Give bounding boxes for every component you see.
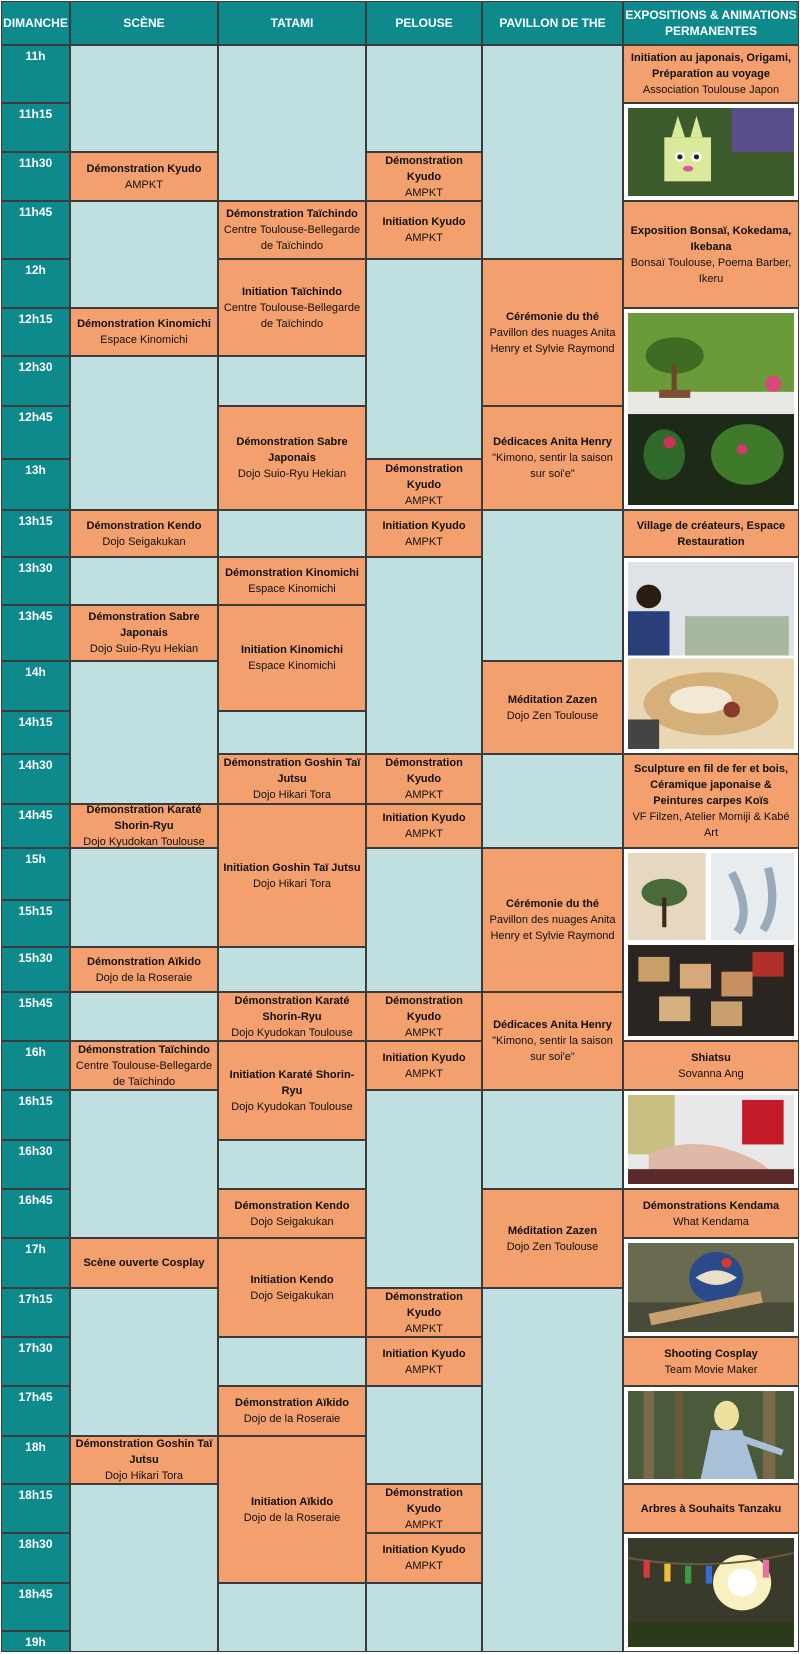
event-organizer: Pavillon des nuages Anita Henry et Sylvie Raymond [489,914,616,942]
empty-slot [366,1386,482,1484]
empty-slot [70,201,218,308]
pavillon-event [482,848,623,992]
scene-event [70,1041,218,1090]
header-day: DIMANCHE [1,1,70,45]
header-tatami: TATAMI [218,1,366,45]
tatami-event [218,406,366,510]
expo-event [623,1041,799,1090]
event-title: Démonstration Taïchindo [226,208,358,220]
time-label: 17h45 [1,1386,70,1436]
time-label: 15h15 [1,900,70,947]
event-title: Initiation au japonais, Origami, Préparation au voyage [630,52,792,80]
time-label: 13h30 [1,557,70,605]
pelouse-event [366,152,482,201]
pelouse-event [366,1041,482,1090]
tatami-event [218,1189,366,1238]
time-label: 12h30 [1,356,70,406]
empty-slot [482,754,623,848]
time-label: 15h45 [1,992,70,1041]
scene-event [70,308,218,356]
time-label: 17h [1,1238,70,1288]
event-organizer: AMPKT [405,1560,443,1572]
expo-event [623,510,799,557]
empty-slot [70,1090,218,1238]
event-title: Démonstration Aïkido [87,955,201,968]
scene-event [70,804,218,848]
event-title: Démonstration Taïchindo [78,1043,210,1056]
empty-slot [70,45,218,152]
time-label: 16h [1,1041,70,1090]
event-title: Démonstrations Kendama [642,1199,780,1212]
event-title: Démonstration Aïkido [235,1397,349,1409]
event-title: Démonstration Kyudo [385,154,463,183]
pelouse-event [366,1288,482,1337]
event-title: Shiatsu [691,1051,731,1064]
event-title: Initiation Taïchindo [241,285,342,298]
tatami-event [218,1436,366,1583]
event-title: Cérémonie du thé [506,310,599,323]
pavillon-event [482,661,623,754]
time-label: 17h15 [1,1288,70,1337]
schedule-grid [1,1,799,1652]
event-organizer: "Kimono, sentir la saison sur soi'e" [492,1035,613,1063]
pelouse-event [366,992,482,1041]
event-organizer: Dojo Hikari Tora [252,789,332,801]
event-title: Dédicaces Anita Henry [493,1019,612,1031]
event-title: Démonstration Sabre Japonais [88,611,200,639]
pavillon-event [482,1189,623,1288]
empty-slot [218,45,366,201]
time-label: 11h30 [1,152,70,201]
empty-slot [366,259,482,459]
event-organizer: AMPKT [405,186,443,199]
event-organizer: Dojo Suio-Ryu Hekian [89,643,199,655]
event-title: Démonstration Kyudo [86,162,202,175]
empty-slot [70,557,218,605]
event-organizer: Dojo Kyudokan Toulouse [83,836,205,848]
time-label: 11h45 [1,201,70,259]
event-organizer: AMPKT [405,1518,443,1531]
header-scene: SCÈNE [70,1,218,45]
event-title: Initiation Kinomichi [240,644,344,656]
empty-slot [366,557,482,754]
pavillon-event [482,992,623,1090]
event-organizer: Dojo Kyudokan Toulouse [231,1026,353,1039]
header-expositions: EXPOSITIONS & ANIMATIONS PERMANENTES [623,1,799,45]
time-label: 16h45 [1,1189,70,1238]
event-title: Démonstration Kyudo [385,462,463,491]
pelouse-event [366,1484,482,1533]
time-label: 11h15 [1,103,70,152]
event-organizer: AMPKT [405,535,443,548]
empty-slot [70,992,218,1041]
event-title: Initiation Kyudo [382,1051,466,1064]
empty-slot [218,711,366,754]
empty-slot [218,1140,366,1189]
time-label: 18h45 [1,1583,70,1631]
event-title: Sculpture en fil de fer et bois, Céramique japonaise & Peintures carpes Koïs [633,763,789,807]
tatami-event [218,605,366,711]
scene-event [70,605,218,661]
empty-slot [218,356,366,406]
time-label: 12h45 [1,406,70,459]
event-title: Initiation Karaté Shorin-Ryu [229,1068,355,1097]
kendama-photo [623,1238,799,1337]
empty-slot [70,1484,218,1652]
event-organizer: AMPKT [405,828,443,840]
empty-slot [482,1090,623,1189]
art-photo [623,848,799,1041]
scene-event [70,947,218,992]
event-organizer: AMPKT [405,789,443,801]
pelouse-event [366,804,482,848]
time-label: 14h45 [1,804,70,848]
expo-event [623,201,799,308]
event-title: Exposition Bonsaï, Kokedama, Ikebana [630,224,792,253]
empty-slot [70,356,218,510]
time-label: 17h30 [1,1337,70,1386]
event-title: Démonstration Goshin Taï Jutsu [75,1438,213,1466]
event-title: Cérémonie du thé [506,898,599,910]
event-organizer: Dojo Hikari Tora [104,1470,184,1482]
event-organizer: Pavillon des nuages Anita Henry et Sylvie Raymond [489,326,616,355]
time-label: 11h [1,45,70,103]
event-organizer: AMPKT [405,232,443,244]
event-organizer: Dojo Zen Toulouse [506,1240,599,1253]
pavillon-event [482,259,623,406]
event-title: Démonstration Kyudo [385,757,463,785]
event-title: Initiation Kyudo [382,1544,466,1556]
origami-photo [623,103,799,201]
expo-event [623,1484,799,1533]
event-title: Initiation Kyudo [382,216,466,228]
time-label: 15h30 [1,947,70,992]
event-organizer: Dojo de la Roseraie [243,1511,341,1524]
event-organizer: AMPKT [405,494,443,507]
expo-event [623,45,799,103]
event-title: Démonstration Goshin Taï Jutsu [223,757,361,785]
time-label: 18h30 [1,1533,70,1583]
time-label: 14h30 [1,754,70,804]
empty-slot [482,510,623,661]
scene-event [70,1238,218,1288]
time-label: 13h15 [1,510,70,557]
event-organizer: Dojo Suio-Ryu Hekian [237,468,347,480]
event-title: Shooting Cosplay [664,1347,758,1360]
event-organizer: Centre Toulouse-Bellegarde de Taïchindo [75,1059,213,1088]
tanzaku-photo [623,1533,799,1652]
time-label: 19h [1,1631,70,1652]
event-organizer: AMPKT [405,1363,443,1376]
tatami-event [218,992,366,1041]
event-organizer: Dojo Seigakukan [250,1215,334,1228]
event-title: Initiation Kyudo [382,812,466,824]
time-label: 13h45 [1,605,70,661]
expo-event [623,754,799,848]
event-organizer: Espace Kinomichi [248,660,336,672]
event-organizer: Centre Toulouse-Bellegarde de Taïchindo [223,224,361,252]
shiatsu-photo [623,1090,799,1189]
time-label: 15h [1,848,70,900]
time-label: 14h [1,661,70,711]
empty-slot [70,848,218,947]
pelouse-event [366,1533,482,1583]
time-label: 12h15 [1,308,70,356]
event-organizer: Dojo de la Roseraie [243,1413,341,1425]
pelouse-event [366,1337,482,1386]
event-title: Initiation Kyudo [382,519,466,532]
tatami-event [218,1386,366,1436]
header-pelouse: PELOUSE [366,1,482,45]
event-title: Initiation Kyudo [382,1347,466,1360]
empty-slot [482,1288,623,1652]
event-organizer: Dojo Hikari Tora [252,877,332,890]
empty-slot [366,45,482,152]
empty-slot [218,1583,366,1652]
expo-event [623,1189,799,1238]
event-title: Scène ouverte Cosplay [83,1257,205,1269]
empty-slot [70,661,218,804]
time-label: 18h15 [1,1484,70,1533]
pelouse-event [366,510,482,557]
pelouse-event [366,459,482,510]
event-title: Initiation Aïkido [250,1495,334,1508]
event-title: Démonstration Kinomichi [225,567,359,579]
event-organizer: Espace Kinomichi [248,583,336,595]
event-title: Dédicaces Anita Henry [493,436,612,448]
time-label: 13h [1,459,70,510]
event-title: Initiation Kendo [250,1273,334,1286]
empty-slot [366,1583,482,1652]
event-organizer: Centre Toulouse-Bellegarde de Taïchindo [223,301,361,330]
scene-event [70,1436,218,1484]
event-organizer: AMPKT [405,1026,443,1039]
event-organizer: Association Toulouse Japon [642,84,780,96]
time-label: 12h [1,259,70,308]
event-organizer: VF Filzen, Atelier Momiji & Kabé Art [632,811,790,839]
event-title: Initiation Goshin Taï Jutsu [223,861,361,874]
event-title: Méditation Zazen [507,693,598,706]
time-label: 18h [1,1436,70,1484]
event-title: Arbres à Souhaits Tanzaku [640,1502,782,1515]
empty-slot [218,947,366,992]
time-label: 14h15 [1,711,70,754]
event-organizer: Team Movie Maker [664,1363,758,1376]
event-title: Démonstration Sabre Japonais [236,436,348,464]
expo-event [623,1337,799,1386]
tatami-event [218,201,366,259]
time-label: 16h30 [1,1140,70,1189]
cosplay-photo [623,1386,799,1484]
event-organizer: Dojo Seigakukan [102,535,186,548]
empty-slot [366,848,482,992]
empty-slot [482,45,623,259]
empty-slot [70,1288,218,1436]
event-organizer: AMPKT [125,178,163,191]
event-organizer: Dojo de la Roseraie [95,971,193,984]
tatami-event [218,1238,366,1337]
tatami-event [218,557,366,605]
event-organizer: "Kimono, sentir la saison sur soi'e" [492,452,613,480]
pelouse-event [366,201,482,259]
event-organizer: Dojo Kyudokan Toulouse [231,1100,353,1113]
tatami-event [218,259,366,356]
empty-slot [366,1090,482,1288]
event-title: Démonstration Kendo [234,1199,350,1212]
header-pavillon: PAVILLON DE THE [482,1,623,45]
event-organizer: Dojo Zen Toulouse [506,709,599,722]
event-title: Démonstration Karaté Shorin-Ryu [86,804,202,832]
scene-event [70,510,218,557]
tatami-event [218,804,366,947]
empty-slot [218,1337,366,1386]
event-title: Démonstration Kyudo [385,1486,463,1515]
event-organizer: AMPKT [405,1322,443,1335]
scene-event [70,152,218,201]
event-organizer: Espace Kinomichi [100,334,188,346]
event-organizer: AMPKT [405,1067,443,1080]
empty-slot [218,510,366,557]
bonsai-photo [623,308,799,510]
event-title: Méditation Zazen [507,1224,598,1237]
event-title: Démonstration Karaté Shorin-Ryu [234,994,350,1023]
village-photo [623,557,799,754]
event-title: Village de créateurs, Espace Restauration [636,519,786,548]
event-title: Démonstration Kinomichi [77,318,211,330]
event-title: Démonstration Kendo [86,519,202,532]
event-organizer: Sovanna Ang [678,1067,744,1080]
pelouse-event [366,754,482,804]
tatami-event [218,754,366,804]
event-title: Démonstration Kyudo [385,1290,463,1319]
pavillon-event [482,406,623,510]
time-label: 16h15 [1,1090,70,1140]
event-title: Démonstration Kyudo [385,994,463,1023]
event-organizer: What Kendama [673,1215,749,1228]
event-organizer: Dojo Seigakukan [250,1289,334,1302]
event-organizer: Bonsaï Toulouse, Poema Barber, Ikeru [630,256,792,285]
tatami-event [218,1041,366,1140]
